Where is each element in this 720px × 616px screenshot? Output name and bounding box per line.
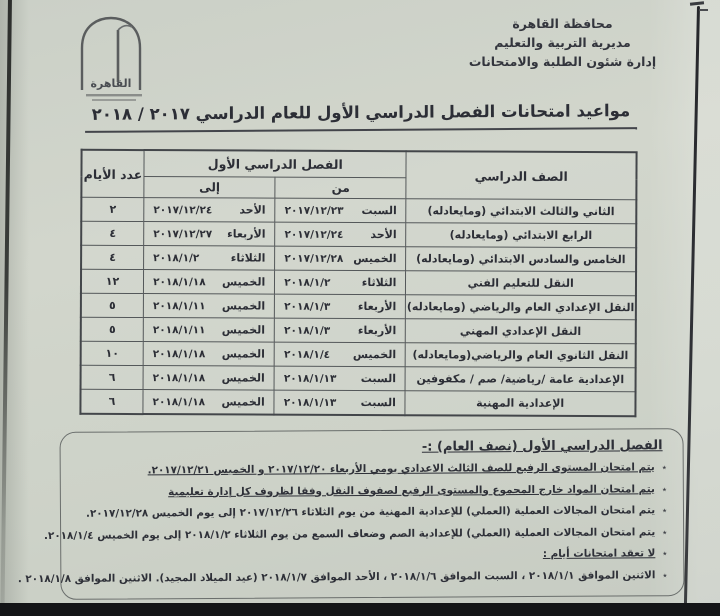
days-cell: ٤ (81, 245, 144, 269)
note-item (73, 545, 667, 567)
note-item (73, 481, 667, 503)
table-row (81, 221, 636, 247)
note-text: يتم امتحان المجالات العملية (العملي) للإعدادية الصم وضعاف السمع من يوم الثلاثاء ٢٠١٨/١/٢ إلى يوم الخميس ٢٠١٨/١/٤. (43, 525, 656, 542)
grade-cell: النقل الإعدادي المهني (406, 319, 636, 344)
note-item (73, 502, 667, 524)
bullet-icon: ٭ (662, 570, 668, 581)
to-cell: الثلاثاء ٢٠١٨/١/٢ (153, 251, 266, 265)
svg-text:القاهرة: القاهرة (90, 77, 132, 90)
days-cell: ٦ (80, 389, 143, 414)
from-cell: السبت ٢٠١٨/١/١٣ (283, 396, 396, 410)
grade-cell: النقل للتعليم الفني (406, 271, 636, 296)
photo-bottom-black-band (0, 603, 720, 616)
to-cell: الخميس ٢٠١٨/١/١٨ (153, 275, 266, 289)
table-header-row-1 (81, 150, 636, 179)
table-row (81, 197, 636, 223)
bullet-icon: ٭ (662, 527, 668, 538)
table-row (81, 317, 636, 343)
page-title: مواعيد امتحانات الفصل الدراسي الأول للعام الدراسي ٢٠١٧ / ٢٠١٨ (85, 101, 637, 133)
grade-cell: الإعدادية عامة /رياضية/ صم / مكفوفين (405, 367, 635, 392)
bullet-icon: ٭ (661, 463, 667, 474)
table-row (81, 365, 636, 391)
note-text: لا تعقد امتحانات أيام : (542, 547, 656, 560)
table-row (81, 293, 636, 319)
days-cell: ٥ (81, 317, 144, 341)
days-cell: ١٢ (81, 269, 144, 293)
note-item (43, 524, 668, 546)
grade-cell: النقل الإعدادي العام والرياضي (ومايعادله) (406, 295, 636, 320)
notes-heading: الفصل الدراسي الأول (نصف العام) :- (421, 438, 663, 455)
bullet-icon: ٭ (662, 549, 668, 560)
column-header-from: من (275, 177, 406, 199)
letterhead-line-administration: إدارة شئون الطلبة والامتحانات (468, 54, 657, 69)
arch-minaret-logo-icon (56, 8, 176, 108)
column-header-days: عدد الأيام (81, 150, 144, 198)
from-cell: السبت ٢٠١٨/١/١٣ (283, 372, 397, 386)
note-text: يتم امتحان المواد خارج المجموع والمستوى الرفيع لصفوف النقل وفقا لظروف كل إدارة تعليمية (168, 482, 655, 498)
to-cell: الأحد ٢٠١٧/١٢/٢٤ (153, 203, 266, 217)
grade-cell: النقل الثانوي العام والرياضي(ومايعادله) (406, 343, 636, 368)
grade-cell: الخامس والسادس الابتدائي (ومايعادله) (406, 247, 636, 272)
to-cell: الخميس ٢٠١٨/١/١٨ (152, 347, 265, 361)
column-header-semester: الفصل الدراسي الأول (144, 150, 406, 178)
to-cell: الخميس ٢٠١٨/١/١٨ (152, 395, 265, 409)
from-cell: الأحد ٢٠١٧/١٢/٢٤ (284, 228, 397, 242)
table-row (81, 245, 636, 271)
note-text: يتم امتحان المستوى الرفيع للصف الثالث الاعدادي يومي الأربعاء ٢٠١٧/١٢/٢٠ و الخميس ٢٠١٧/١٢/٢١. (147, 461, 655, 477)
table-row (81, 269, 636, 295)
days-cell: ٥ (81, 293, 144, 317)
photo-left-edge-line (0, 0, 12, 616)
to-cell: الأربعاء ٢٠١٧/١٢/٢٧ (153, 227, 266, 241)
days-cell: ٤ (81, 221, 144, 245)
from-cell: الأربعاء ٢٠١٨/١/٣ (284, 323, 397, 338)
letterhead (440, 14, 685, 71)
table-row (80, 389, 635, 416)
from-cell: الثلاثاء ٢٠١٨/١/٢ (284, 276, 397, 290)
column-header-grade: الصف الدراسي (406, 151, 636, 200)
exam-schedule-table (79, 149, 637, 417)
grade-cell: الثاني والثالث الابتدائي (ومايعادله) (406, 199, 636, 224)
to-cell: الخميس ٢٠١٨/١/١١ (152, 323, 266, 337)
to-cell: الخميس ٢٠١٨/١/١٨ (152, 371, 265, 385)
table-row (81, 341, 636, 367)
to-cell: الخميس ٢٠١٨/١/١١ (152, 299, 266, 313)
from-cell: الأربعاء ٢٠١٨/١/٣ (284, 299, 397, 314)
from-cell: الخميس ٢٠١٧/١٢/٢٨ (284, 251, 397, 266)
photo-right-fold-line (684, 6, 700, 610)
bullet-icon: ٭ (662, 506, 668, 517)
days-cell: ٢ (81, 197, 144, 221)
days-cell: ٦ (81, 365, 144, 389)
note-item (17, 567, 668, 589)
note-item (73, 459, 667, 481)
grade-cell: الإعدادية المهنية (405, 391, 635, 417)
from-cell: الخميس ٢٠١٨/١/٤ (283, 347, 397, 362)
days-cell: ١٠ (81, 341, 144, 365)
letterhead-line-governorate: محافظة القاهرة (512, 16, 613, 31)
photo-corner-mark (699, 9, 708, 11)
bullet-icon: ٭ (661, 484, 667, 495)
column-header-to: إلى (144, 177, 275, 199)
cairo-directorate-logo (56, 8, 176, 108)
notes-box (17, 428, 684, 600)
grade-cell: الرابع الابتدائي (ومايعادله) (406, 223, 636, 248)
letterhead-line-directorate: مديرية التربية والتعليم (494, 35, 631, 50)
from-cell: السبت ٢٠١٧/١٢/٢٣ (284, 204, 397, 218)
note-text: يتم امتحان المجالات العملية (العملي) للإعدادية المهنية من يوم الثلاثاء ٢٠١٧/١٢/٢٦ إلى يوم الخميس ٢٠١٧/١٢/٢٨. (85, 504, 656, 520)
note-text: الاثنين الموافق ٢٠١٨/١/١ ، السبت الموافق ٢٠١٨/١/٦ ، الأحد الموافق ٢٠١٨/١/٧ (عيد الميلاد المجيد). الاثنين الموافق ٢٠١٨/١/٨ . (17, 568, 656, 585)
